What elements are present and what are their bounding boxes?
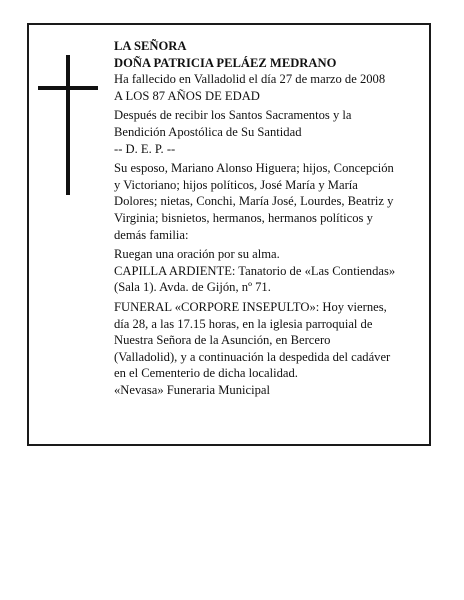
chapel-line: (Sala 1). Avda. de Gijón, nº 71. [114, 280, 271, 295]
family-line: Dolores; nietas, Conchi, María José, Lourdes, Beatriz y [114, 194, 394, 209]
obituary-text [114, 38, 424, 398]
title-line: LA SEÑORA [114, 39, 187, 53]
death-line: Ha fallecido en Valladolid el día 27 de marzo de 2008 [114, 72, 386, 87]
chapel-line: CAPILLA ARDIENTE: Tanatorio de «Las Contiendas» [114, 263, 396, 278]
funeral-line: (Valladolid), y a continuación la despedida del cadáver [114, 349, 391, 364]
cross-icon [66, 55, 70, 195]
cross-icon-bar [38, 86, 98, 90]
family-line: Virginia; bisnietos, hermanos, hermanos políticos y [114, 210, 373, 225]
prayer-line: Ruegan una oración por su alma. [114, 247, 280, 262]
family-line: y Victoriano; hijos políticos, José María y María [114, 177, 358, 192]
funeral-line: FUNERAL «CORPORE INSEPULTO»: Hoy viernes, [114, 299, 387, 314]
funeral-line: en el Cementerio de dicha localidad. [114, 366, 298, 381]
sacraments-line: Después de recibir los Santos Sacramentos y la [114, 108, 352, 123]
dep-line: -- D. E. P. -- [114, 141, 176, 156]
family-line: Su esposo, Mariano Alonso Higuera; hijos, Concepción [114, 161, 394, 176]
deceased-name: DOÑA PATRICIA PELÁEZ MEDRANO [114, 55, 337, 70]
funeral-line: día 28, a las 17.15 horas, en la iglesia parroquial de [114, 316, 373, 331]
sacraments-line: Bendición Apostólica de Su Santidad [114, 124, 302, 139]
funeral-line: Nuestra Señora de la Asunción, en Bercero [114, 333, 331, 348]
age-line: A LOS 87 AÑOS DE EDAD [114, 88, 260, 103]
family-line: demás familia: [114, 227, 189, 242]
funeral-home-line: «Nevasa» Funeraria Municipal [114, 382, 270, 397]
